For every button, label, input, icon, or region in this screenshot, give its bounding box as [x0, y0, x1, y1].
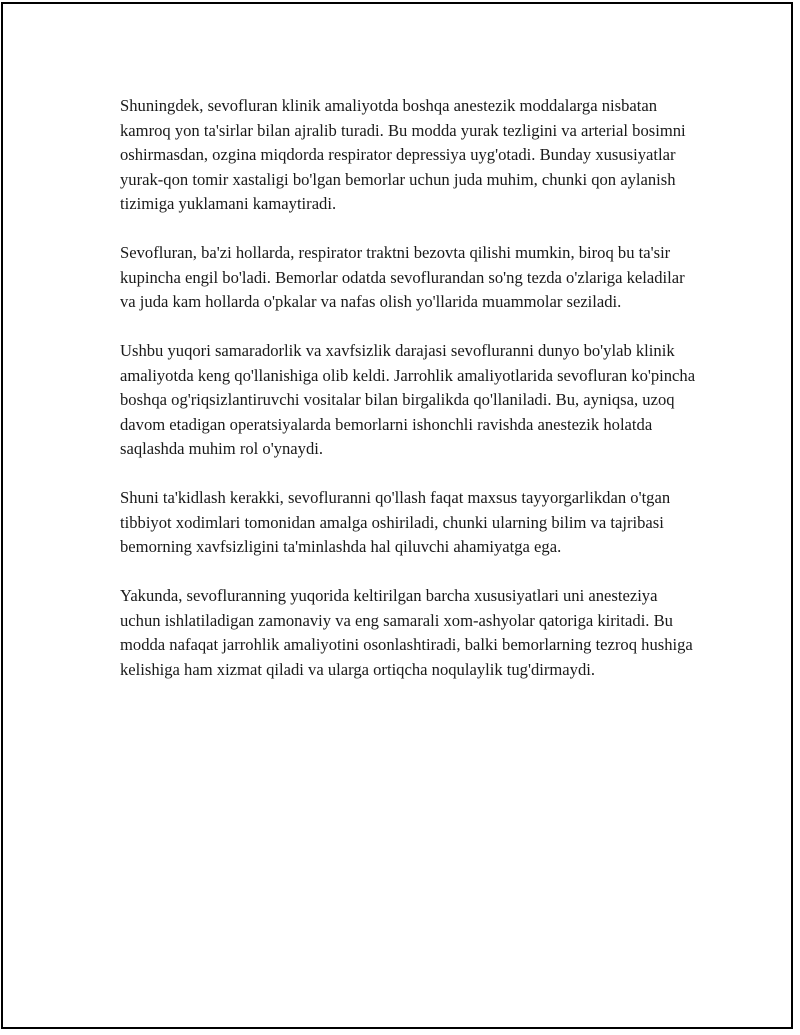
paragraph-2: Sevofluran, ba'zi hollarda, respirator traktni bezovta qilishi mumkin, biroq bu ta'sir kupincha engil bo'ladi. Bemorlar odatda sevoflurandan so'ng tezda o'zlariga keladilar va juda kam hollarda o'pkalar va nafas olish yo'llarida muammolar seziladi.	[120, 243, 685, 311]
paragraph-4: Shuni ta'kidlash kerakki, sevofluranni qo'llash faqat maxsus tayyorgarlikdan o'tgan tibbiyot xodimlari tomonidan amalga oshiriladi, chunki ularning bilim va tajribasi bemorning xavfsizligini ta'minlashda hal qiluvchi ahamiyatga ega.	[120, 488, 671, 556]
paragraph-5: Yakunda, sevofluranning yuqorida keltirilgan barcha xususiyatlari uni anesteziya uchun ishlatiladigan zamonaviy va eng samarali xom-ashyolar qatoriga kiritadi. Bu modda nafaqat jarrohlik amaliyotini osonlashtiradi, balki bemorlarning tezroq hushiga kelishiga ham xizmat qiladi va ularga ortiqcha noqulaylik tug'dirmaydi.	[120, 586, 693, 679]
page-frame	[1, 2, 793, 1029]
paragraph-1: Shuningdek, sevofluran klinik amaliyotda boshqa anestezik moddalarga nisbatan kamroq yon ta'sirlar bilan ajralib turadi. Bu modda yurak tezligini va arterial bosimni oshirmasdan, ozgina miqdorda respirator depressiya uyg'otadi. Bunday xususiyatlar yurak-qon tomir xastaligi bo'lgan bemorlar uchun juda muhim, chunki qon aylanish tizimiga yuklamani kamaytiradi.	[120, 96, 686, 213]
paragraph-3: Ushbu yuqori samaradorlik va xavfsizlik darajasi sevofluranni dunyo bo'ylab klinik amaliyotda keng qo'llanishiga olib keldi. Jarrohlik amaliyotlarida sevofluran ko'pincha boshqa og'riqsizlantiruvchi vositalar bilan birgalikda qo'llaniladi. Bu, ayniqsa, uzoq davom etadigan operatsiyalarda bemorlarni ishonchli ravishda anestezik holatda saqlashda muhim rol o'ynaydi.	[120, 341, 696, 458]
document-body	[120, 94, 700, 707]
